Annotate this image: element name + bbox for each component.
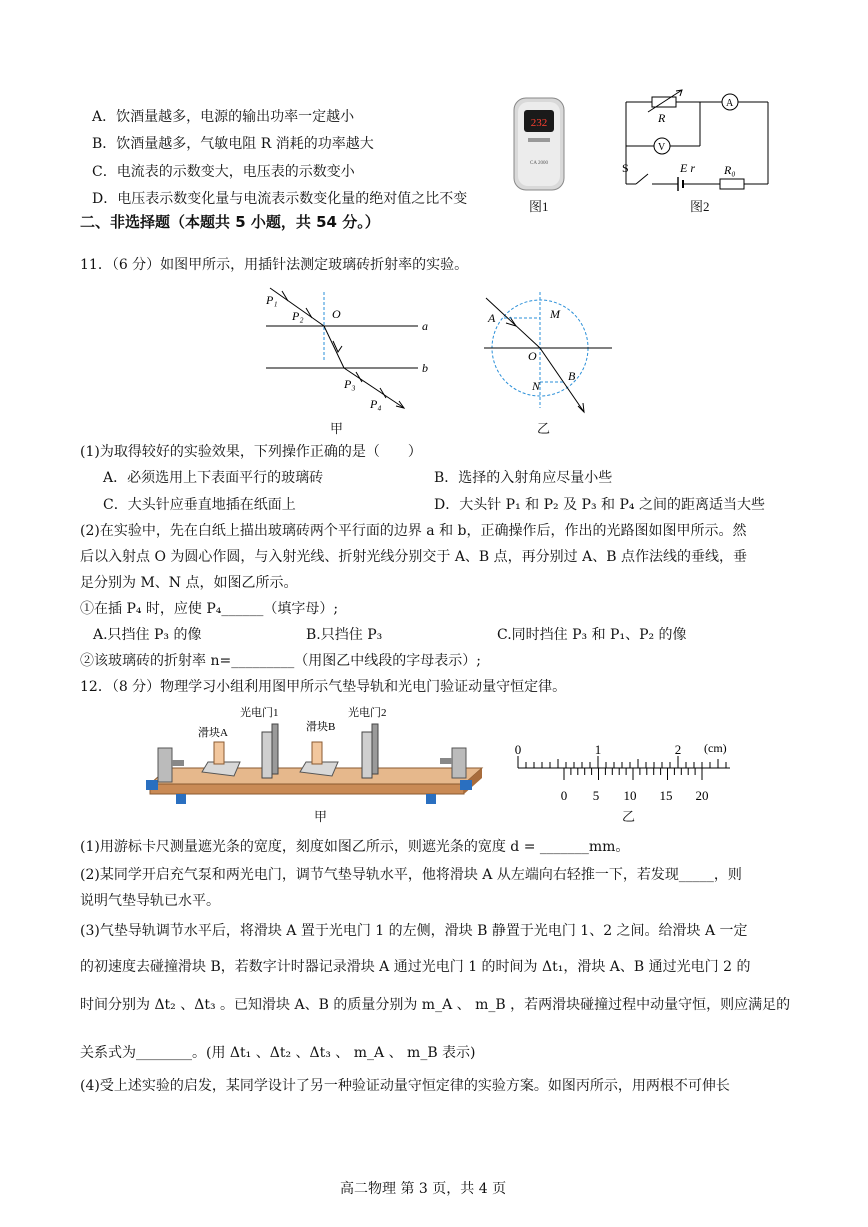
vernier-tick-0: 0: [560, 788, 568, 803]
vernier-caption: 乙: [622, 809, 636, 824]
page-footer: 高二物理 第 3 页，共 4 页: [340, 1181, 507, 1197]
b-label: b: [422, 361, 428, 375]
q11-part1-option-b: B．选择的入射角应尽量小些: [434, 470, 613, 486]
q11-part1: (1)为取得较好的实验效果，下列操作正确的是（ ）: [80, 444, 422, 460]
yi-n-label: N: [532, 379, 541, 393]
option-d: D．电压表示数变化量与电流表示数变化量的绝对值之比不变: [92, 191, 468, 207]
main-tick-2: 2: [674, 742, 682, 757]
q11-part1-option-c: C．大头针应垂直地插在纸面上: [103, 497, 296, 513]
air-track-figure: [144, 702, 490, 810]
air-track-caption: 甲: [314, 809, 328, 824]
q11-part2-q1-option-c: C.同时挡住 P₃ 和 P₁、P₂ 的像: [497, 627, 687, 643]
fig1-caption: 图1: [529, 199, 549, 214]
o-label: O: [332, 307, 341, 321]
voltmeter-label: V: [658, 142, 666, 153]
fig2-caption: 图2: [690, 199, 710, 214]
q11-part2-line2: 后以入射点 O 为圆心作圆，与入射光线、折射光线分别交于 A、B 点，再分别过 A、B 点作法线的垂线，垂: [80, 549, 747, 565]
slider-a-label: 滑块A: [198, 727, 228, 739]
breathalyzer-figure: [508, 94, 570, 194]
q11-part2-q2: ②该玻璃砖的折射率 n=_________（用图乙中线段的字母表示）;: [80, 653, 481, 669]
circuit-diagram: [618, 88, 778, 198]
main-scale-ticks: [518, 756, 726, 768]
a-label: a: [422, 319, 428, 333]
yi-a-label: A: [488, 311, 496, 325]
q12-part2-line1: (2)某同学开启充气泵和两光电门，调节气垫导轨水平，他将滑块 A 从左端向右轻推一下，若发现_____，则: [80, 867, 742, 883]
q11-part2-q1-option-a: A.只挡住 P₃ 的像: [93, 627, 202, 643]
ammeter-label: A: [726, 98, 734, 109]
section-heading: 二、非选择题（本题共 5 小题，共 54 分。）: [80, 213, 380, 231]
q11-jia-caption: 甲: [330, 421, 344, 436]
unit-label: (cm): [704, 741, 727, 755]
switch-label: S: [622, 161, 629, 175]
q11-part2-line3: 足分别为 M、N 点，如图乙所示。: [80, 575, 298, 591]
vernier-tick-5: 5: [592, 788, 600, 803]
option-c: C．电流表的示数变大，电压表的示数变小: [92, 164, 355, 180]
q12-part3-line1: (3)气垫导轨调节水平后，将滑块 A 置于光电门 1 的左侧，滑块 B 静置于光电门 1、2 之间。给滑块 A 一定: [80, 923, 748, 939]
p1-label: P₁: [266, 293, 278, 307]
q11-part2-q1-option-b: B.只挡住 P₃: [306, 627, 383, 643]
option-b: B．饮酒量越多，气敏电阻 R 消耗的功率越大: [92, 136, 374, 152]
yi-b-label: B: [568, 369, 576, 383]
q12-part3-line3: 时间分别为 Δt₂ 、Δt₃ 。已知滑块 A、B 的质量分别为 m_A 、 m_B ，若两滑块碰撞过程中动量守恒，则应满足的: [80, 997, 791, 1013]
resistor-r-label: R: [658, 111, 666, 125]
r0-label: R₀: [724, 163, 736, 177]
yi-m-label: M: [550, 307, 560, 321]
q12-part2-line2: 说明气垫导轨已水平。: [80, 893, 220, 909]
emf-label: E r: [680, 161, 695, 175]
vernier-tick-15: 15: [659, 788, 673, 803]
q11-part2-q1: ①在插 P₄ 时，应使 P₄______（填字母）;: [80, 601, 339, 617]
q11-stem: 11．（6 分）如图甲所示，用插针法测定玻璃砖折射率的实验。: [80, 257, 469, 273]
p4-label: P₄: [370, 397, 382, 411]
device-display: 232: [530, 117, 548, 129]
q11-part1-option-a: A．必须选用上下表面平行的玻璃砖: [103, 470, 324, 486]
q11-figure-yi: [480, 290, 620, 420]
gate1-label: 光电门1: [240, 707, 279, 719]
device-model: CA 2000: [530, 161, 548, 166]
gate2-label: 光电门2: [348, 707, 387, 719]
yi-o-label: O: [528, 349, 537, 363]
q11-part1-option-d: D．大头针 P₁ 和 P₂ 及 P₃ 和 P₄ 之间的距离适当大些: [434, 497, 765, 513]
slider-b-label: 滑块B: [306, 721, 336, 733]
option-a: A．饮酒量越多，电源的输出功率一定越小: [92, 109, 355, 125]
q12-part3-line4: 关系式为________。(用 Δt₁ 、Δt₂ 、Δt₃ 、 m_A 、 m_B 表示): [80, 1045, 476, 1061]
q12-part1: (1)用游标卡尺测量遮光条的宽度，刻度如图乙所示，则遮光条的宽度 d = _______mm。: [80, 839, 630, 855]
main-tick-0: 0: [514, 742, 522, 757]
p2-label: P₂: [292, 309, 304, 323]
vernier-scale-ticks: [564, 768, 702, 780]
vernier-tick-10: 10: [623, 788, 637, 803]
vernier-caliper-figure: [508, 738, 738, 804]
q12-part3-line2: 的初速度去碰撞滑块 B，若数字计时器记录滑块 A 通过光电门 1 的时间为 Δt₁，滑块 A、B 通过光电门 2 的: [80, 959, 751, 975]
q11-part2-line1: (2)在实验中，先在白纸上描出玻璃砖两个平行面的边界 a 和 b，正确操作后，作出的光路图如图甲所示。然: [80, 523, 747, 539]
vernier-tick-20: 20: [695, 788, 709, 803]
q12-stem: 12．（8 分）物理学习小组利用图甲所示气垫导轨和光电门验证动量守恒定律。: [80, 679, 567, 695]
main-tick-1: 1: [594, 742, 602, 757]
p3-label: P₃: [344, 377, 356, 391]
q12-part4-line1: (4)受上述实验的启发，某同学设计了另一种验证动量守恒定律的实验方案。如图丙所示，用两根不可伸长: [80, 1078, 730, 1094]
q11-yi-caption: 乙: [537, 421, 551, 436]
q11-figure-jia: [258, 284, 438, 424]
